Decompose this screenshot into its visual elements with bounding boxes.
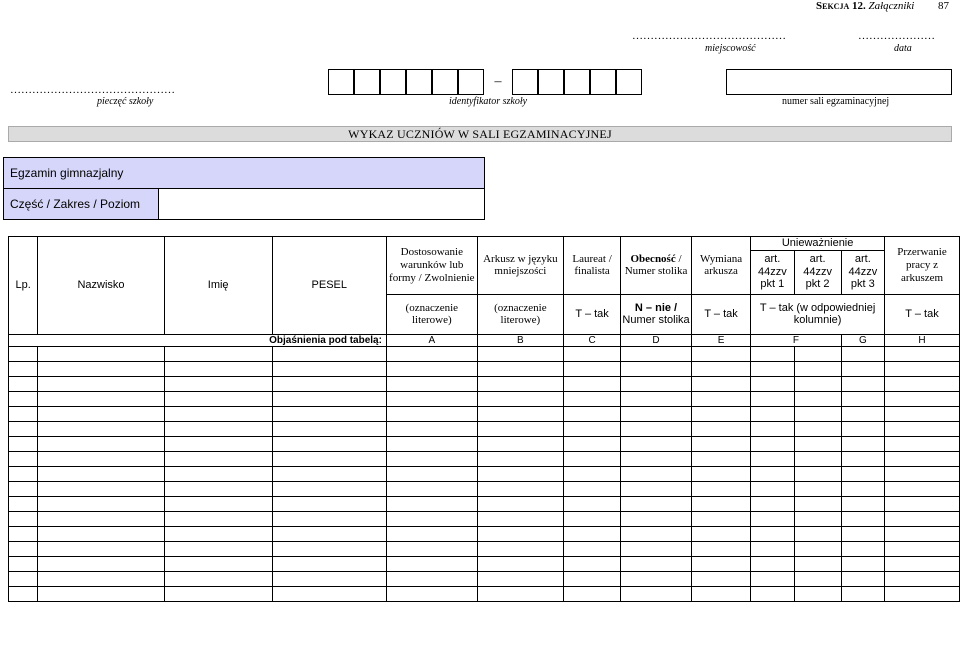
- table-cell[interactable]: [272, 452, 386, 467]
- table-cell[interactable]: [9, 467, 38, 482]
- id-box[interactable]: [328, 69, 354, 95]
- table-cell[interactable]: [272, 482, 386, 497]
- table-cell[interactable]: [564, 407, 621, 422]
- table-cell[interactable]: [691, 347, 750, 362]
- table-cell[interactable]: [386, 377, 477, 392]
- table-cell[interactable]: [841, 467, 884, 482]
- room-number-field[interactable]: [726, 69, 952, 95]
- table-cell[interactable]: [164, 497, 272, 512]
- table-cell[interactable]: [841, 512, 884, 527]
- table-cell[interactable]: [564, 482, 621, 497]
- table-cell[interactable]: [564, 512, 621, 527]
- table-cell[interactable]: [164, 407, 272, 422]
- table-cell[interactable]: [794, 437, 841, 452]
- table-cell[interactable]: [38, 407, 164, 422]
- table-cell[interactable]: [164, 467, 272, 482]
- table-row: [9, 467, 960, 482]
- table-cell[interactable]: [564, 572, 621, 587]
- table-cell[interactable]: [691, 587, 750, 602]
- table-cell[interactable]: [841, 572, 884, 587]
- table-cell[interactable]: [38, 572, 164, 587]
- header-b-top: Arkusz w języku mniejszości: [477, 237, 563, 295]
- table-cell[interactable]: [885, 572, 960, 587]
- table-cell[interactable]: [386, 557, 477, 572]
- table-row: [9, 557, 960, 572]
- table-cell[interactable]: [841, 542, 884, 557]
- table-cell[interactable]: [841, 482, 884, 497]
- table-cell[interactable]: [564, 347, 621, 362]
- table-cell[interactable]: [38, 542, 164, 557]
- table-cell[interactable]: [841, 422, 884, 437]
- header-a-bottom: (oznaczenie literowe): [386, 294, 477, 334]
- table-cell[interactable]: [9, 482, 38, 497]
- table-cell[interactable]: [272, 512, 386, 527]
- table-cell[interactable]: [885, 347, 960, 362]
- header-f-group: Unieważnienie: [751, 237, 885, 251]
- legend-label: Objaśnienia pod tabelą:: [9, 334, 387, 347]
- table-cell[interactable]: [621, 377, 692, 392]
- legend-letter: E: [691, 334, 750, 347]
- table-cell[interactable]: [621, 452, 692, 467]
- table-cell[interactable]: [885, 542, 960, 557]
- table-cell[interactable]: [794, 392, 841, 407]
- table-cell[interactable]: [691, 362, 750, 377]
- table-cell[interactable]: [621, 512, 692, 527]
- table-cell[interactable]: [841, 392, 884, 407]
- table-cell[interactable]: [794, 347, 841, 362]
- header-f2: art. 44zzv pkt 2: [794, 250, 841, 294]
- table-cell[interactable]: [386, 407, 477, 422]
- table-cell[interactable]: [841, 452, 884, 467]
- table-cell[interactable]: [621, 542, 692, 557]
- table-cell[interactable]: [477, 347, 563, 362]
- id-box[interactable]: [458, 69, 484, 95]
- table-cell[interactable]: [386, 347, 477, 362]
- table-cell[interactable]: [38, 452, 164, 467]
- table-cell[interactable]: [691, 557, 750, 572]
- date-label: data: [894, 43, 912, 54]
- stamp-dots: ………………………………………: [10, 84, 175, 96]
- table-row: [9, 572, 960, 587]
- table-cell[interactable]: [564, 392, 621, 407]
- table-cell[interactable]: [885, 362, 960, 377]
- section-header: [816, 0, 914, 12]
- table-cell[interactable]: [9, 392, 38, 407]
- table-row: [9, 542, 960, 557]
- table-cell[interactable]: [164, 542, 272, 557]
- table-cell[interactable]: [751, 407, 794, 422]
- table-cell[interactable]: [564, 497, 621, 512]
- table-cell[interactable]: [9, 452, 38, 467]
- table-cell[interactable]: [9, 542, 38, 557]
- table-cell[interactable]: [477, 542, 563, 557]
- table-cell[interactable]: [751, 587, 794, 602]
- table-cell[interactable]: [386, 392, 477, 407]
- table-cell[interactable]: [691, 572, 750, 587]
- legend-letter: A: [386, 334, 477, 347]
- date-dots: …………………: [858, 30, 935, 42]
- table-cell[interactable]: [38, 347, 164, 362]
- table-cell[interactable]: [164, 452, 272, 467]
- table-cell[interactable]: [751, 512, 794, 527]
- table-cell[interactable]: [38, 422, 164, 437]
- table-cell[interactable]: [794, 542, 841, 557]
- table-cell[interactable]: [885, 497, 960, 512]
- table-cell[interactable]: [272, 437, 386, 452]
- table-cell[interactable]: [9, 437, 38, 452]
- table-cell[interactable]: [386, 482, 477, 497]
- table-cell[interactable]: [386, 422, 477, 437]
- id-dash: –: [494, 74, 502, 89]
- table-cell[interactable]: [691, 407, 750, 422]
- table-cell[interactable]: [38, 482, 164, 497]
- table-cell[interactable]: [9, 497, 38, 512]
- table-cell[interactable]: [621, 497, 692, 512]
- table-cell[interactable]: [841, 407, 884, 422]
- table-cell[interactable]: [885, 482, 960, 497]
- table-row: [9, 452, 960, 467]
- table-row: [9, 497, 960, 512]
- table-row: [9, 482, 960, 497]
- table-cell[interactable]: [272, 587, 386, 602]
- table-cell[interactable]: [751, 362, 794, 377]
- part-value-field[interactable]: [158, 188, 485, 220]
- table-cell[interactable]: [9, 347, 38, 362]
- table-cell[interactable]: [38, 497, 164, 512]
- table-cell[interactable]: [751, 557, 794, 572]
- table-cell[interactable]: [477, 572, 563, 587]
- table-cell[interactable]: [164, 557, 272, 572]
- table-cell[interactable]: [885, 527, 960, 542]
- table-cell[interactable]: [564, 452, 621, 467]
- table-cell[interactable]: [38, 437, 164, 452]
- table-cell[interactable]: [477, 512, 563, 527]
- table-cell[interactable]: [885, 512, 960, 527]
- id-box[interactable]: [512, 69, 538, 95]
- place-label: miejscowość: [705, 43, 756, 54]
- table-cell[interactable]: [751, 482, 794, 497]
- table-cell[interactable]: [477, 422, 563, 437]
- table-cell[interactable]: [477, 437, 563, 452]
- table-cell[interactable]: [751, 467, 794, 482]
- table-cell[interactable]: [794, 482, 841, 497]
- table-cell[interactable]: [794, 572, 841, 587]
- table-cell[interactable]: [794, 362, 841, 377]
- table-cell[interactable]: [272, 422, 386, 437]
- header-d-bottom: N – nie / Numer stolika: [621, 294, 692, 334]
- table-cell[interactable]: [272, 467, 386, 482]
- header-f1: art. 44zzv pkt 1: [751, 250, 794, 294]
- id-box[interactable]: [564, 69, 590, 95]
- table-cell[interactable]: [272, 572, 386, 587]
- table-cell[interactable]: [621, 482, 692, 497]
- table-cell[interactable]: [477, 392, 563, 407]
- table-cell[interactable]: [9, 407, 38, 422]
- table-cell[interactable]: [164, 362, 272, 377]
- place-dots: ……………………………………: [632, 30, 786, 42]
- exam-label: Egzamin gimnazjalny: [3, 157, 485, 189]
- table-row: [9, 587, 960, 602]
- table-cell[interactable]: [794, 407, 841, 422]
- legend-letter: B: [477, 334, 563, 347]
- table-cell[interactable]: [477, 527, 563, 542]
- table-cell[interactable]: [794, 422, 841, 437]
- table-cell[interactable]: [38, 587, 164, 602]
- table-cell[interactable]: [477, 377, 563, 392]
- table-cell[interactable]: [564, 437, 621, 452]
- header-b-bottom: (oznaczenie literowe): [477, 294, 563, 334]
- table-cell[interactable]: [621, 467, 692, 482]
- table-cell[interactable]: [691, 437, 750, 452]
- legend-letter: H: [885, 334, 960, 347]
- table-cell[interactable]: [691, 527, 750, 542]
- table-cell[interactable]: [691, 422, 750, 437]
- table-cell[interactable]: [386, 467, 477, 482]
- table-cell[interactable]: [272, 362, 386, 377]
- legend-letter: F: [751, 334, 842, 347]
- table-cell[interactable]: [621, 572, 692, 587]
- table-cell[interactable]: [564, 587, 621, 602]
- table-cell[interactable]: [885, 422, 960, 437]
- table-cell[interactable]: [164, 512, 272, 527]
- table-cell[interactable]: [564, 467, 621, 482]
- id-box[interactable]: [590, 69, 616, 95]
- id-box[interactable]: [406, 69, 432, 95]
- table-cell[interactable]: [386, 587, 477, 602]
- table-cell[interactable]: [9, 362, 38, 377]
- table-cell[interactable]: [164, 527, 272, 542]
- table-cell[interactable]: [691, 482, 750, 497]
- table-cell[interactable]: [477, 482, 563, 497]
- table-cell[interactable]: [386, 437, 477, 452]
- table-cell[interactable]: [691, 392, 750, 407]
- table-cell[interactable]: [751, 437, 794, 452]
- id-box[interactable]: [538, 69, 564, 95]
- table-cell[interactable]: [621, 587, 692, 602]
- table-cell[interactable]: [621, 557, 692, 572]
- table-cell[interactable]: [691, 377, 750, 392]
- table-cell[interactable]: [691, 452, 750, 467]
- legend-letter: G: [841, 334, 884, 347]
- table-cell[interactable]: [38, 527, 164, 542]
- header-lp: Lp.: [9, 237, 38, 335]
- table-cell[interactable]: [272, 377, 386, 392]
- legend-letter: D: [621, 334, 692, 347]
- table-cell[interactable]: [9, 527, 38, 542]
- table-cell[interactable]: [386, 527, 477, 542]
- table-cell[interactable]: [38, 377, 164, 392]
- table-row: [9, 437, 960, 452]
- header-d-top: Obecność / Numer stolika: [621, 237, 692, 295]
- table-cell[interactable]: [164, 347, 272, 362]
- table-cell[interactable]: [621, 437, 692, 452]
- table-cell[interactable]: [164, 392, 272, 407]
- table-cell[interactable]: [38, 362, 164, 377]
- table-cell[interactable]: [794, 497, 841, 512]
- table-cell[interactable]: [885, 587, 960, 602]
- table-cell[interactable]: [272, 392, 386, 407]
- table-cell[interactable]: [841, 377, 884, 392]
- table-cell[interactable]: [794, 512, 841, 527]
- document-title: WYKAZ UCZNIÓW W SALI EGZAMINACYJNEJ: [348, 127, 612, 141]
- table-body: [9, 347, 960, 602]
- table-cell[interactable]: [272, 497, 386, 512]
- table-cell[interactable]: [9, 377, 38, 392]
- table-cell[interactable]: [885, 467, 960, 482]
- table-row: [9, 512, 960, 527]
- table-cell[interactable]: [885, 377, 960, 392]
- table-cell[interactable]: [477, 497, 563, 512]
- table-cell[interactable]: [691, 497, 750, 512]
- table-cell[interactable]: [477, 452, 563, 467]
- header-f3: art. 44zzv pkt 3: [841, 250, 884, 294]
- table-cell[interactable]: [751, 392, 794, 407]
- table-cell[interactable]: [9, 512, 38, 527]
- table-cell[interactable]: [841, 527, 884, 542]
- table-cell[interactable]: [164, 482, 272, 497]
- table-cell[interactable]: [386, 497, 477, 512]
- table-cell[interactable]: [751, 377, 794, 392]
- table-cell[interactable]: [564, 542, 621, 557]
- table-cell[interactable]: [477, 362, 563, 377]
- table-cell[interactable]: [621, 347, 692, 362]
- table-row: [9, 407, 960, 422]
- table-cell[interactable]: [564, 362, 621, 377]
- table-row: [9, 377, 960, 392]
- table-cell[interactable]: [691, 512, 750, 527]
- header-h-bottom: T – tak: [885, 294, 960, 334]
- table-cell[interactable]: [386, 572, 477, 587]
- table-cell[interactable]: [164, 587, 272, 602]
- table-cell[interactable]: [794, 467, 841, 482]
- table-cell[interactable]: [885, 452, 960, 467]
- table-cell[interactable]: [885, 407, 960, 422]
- table-cell[interactable]: [38, 512, 164, 527]
- table-cell[interactable]: [751, 422, 794, 437]
- table-cell[interactable]: [164, 572, 272, 587]
- table-row: [9, 392, 960, 407]
- table-cell[interactable]: [621, 362, 692, 377]
- table-cell[interactable]: [272, 557, 386, 572]
- table-cell[interactable]: [272, 527, 386, 542]
- table-cell[interactable]: [477, 407, 563, 422]
- table-cell[interactable]: [386, 512, 477, 527]
- table-cell[interactable]: [38, 467, 164, 482]
- header-f-bottom: T – tak (w odpowiedniej kolumnie): [751, 294, 885, 334]
- table-cell[interactable]: [272, 347, 386, 362]
- table-cell[interactable]: [9, 572, 38, 587]
- table-cell[interactable]: [386, 542, 477, 557]
- table-cell[interactable]: [691, 542, 750, 557]
- table-cell[interactable]: [164, 437, 272, 452]
- table-cell[interactable]: [386, 362, 477, 377]
- header-h-top: Przerwanie pracy z arkuszem: [885, 237, 960, 295]
- section-subtitle: Załączniki: [868, 0, 915, 12]
- table-cell[interactable]: [272, 407, 386, 422]
- table-cell[interactable]: [885, 557, 960, 572]
- table-cell[interactable]: [751, 527, 794, 542]
- table-cell[interactable]: [794, 452, 841, 467]
- table-row: [9, 347, 960, 362]
- table-cell[interactable]: [841, 587, 884, 602]
- table-cell[interactable]: [885, 437, 960, 452]
- table-cell[interactable]: [564, 557, 621, 572]
- table-cell[interactable]: [621, 527, 692, 542]
- table-cell[interactable]: [751, 497, 794, 512]
- table-cell[interactable]: [794, 557, 841, 572]
- table-cell[interactable]: [9, 422, 38, 437]
- table-cell[interactable]: [164, 422, 272, 437]
- table-cell[interactable]: [621, 407, 692, 422]
- table-cell[interactable]: [272, 542, 386, 557]
- table-cell[interactable]: [564, 422, 621, 437]
- table-cell[interactable]: [751, 572, 794, 587]
- page-number: 87: [938, 0, 949, 12]
- table-cell[interactable]: [477, 587, 563, 602]
- table-cell[interactable]: [164, 377, 272, 392]
- header-a-top: Dostosowanie warunków lub formy / Zwolnienie: [386, 237, 477, 295]
- table-cell[interactable]: [751, 452, 794, 467]
- stamp-label: pieczęć szkoły: [97, 96, 154, 107]
- table-cell[interactable]: [841, 362, 884, 377]
- header-e-bottom: T – tak: [691, 294, 750, 334]
- part-label: Część / Zakres / Poziom: [3, 188, 159, 220]
- table-cell[interactable]: [691, 467, 750, 482]
- header-pesel: PESEL: [272, 237, 386, 335]
- room-number-label: numer sali egzaminacyjnej: [782, 96, 890, 107]
- school-id-label: identyfikator szkoły: [449, 96, 528, 107]
- table-cell[interactable]: [885, 392, 960, 407]
- header-c-bottom: T – tak: [564, 294, 621, 334]
- table-cell[interactable]: [477, 557, 563, 572]
- header-c-top: Laureat / finalista: [564, 237, 621, 295]
- table-cell[interactable]: [841, 347, 884, 362]
- table-row: [9, 527, 960, 542]
- table-cell[interactable]: [794, 527, 841, 542]
- table-cell[interactable]: [841, 437, 884, 452]
- table-cell[interactable]: [9, 557, 38, 572]
- id-box[interactable]: [432, 69, 458, 95]
- table-cell[interactable]: [621, 422, 692, 437]
- header-surname: Nazwisko: [38, 237, 164, 335]
- table-cell[interactable]: [751, 542, 794, 557]
- table-cell[interactable]: [38, 557, 164, 572]
- table-cell[interactable]: [477, 467, 563, 482]
- header-name: Imię: [164, 237, 272, 335]
- table-cell[interactable]: [794, 377, 841, 392]
- table-cell[interactable]: [794, 587, 841, 602]
- students-table: [8, 236, 960, 602]
- table-cell[interactable]: [564, 527, 621, 542]
- id-box[interactable]: [354, 69, 380, 95]
- table-cell[interactable]: [564, 377, 621, 392]
- legend-letter: C: [564, 334, 621, 347]
- header-e-top: Wymiana arkusza: [691, 237, 750, 295]
- table-row: [9, 422, 960, 437]
- table-cell[interactable]: [751, 347, 794, 362]
- table-cell[interactable]: [9, 587, 38, 602]
- table-row: [9, 362, 960, 377]
- table-cell[interactable]: [386, 452, 477, 467]
- id-box[interactable]: [380, 69, 406, 95]
- table-cell[interactable]: [841, 497, 884, 512]
- table-cell[interactable]: [621, 392, 692, 407]
- table-cell[interactable]: [841, 557, 884, 572]
- id-box[interactable]: [616, 69, 642, 95]
- section-title: Sekcja 12.: [816, 0, 866, 12]
- table-cell[interactable]: [38, 392, 164, 407]
